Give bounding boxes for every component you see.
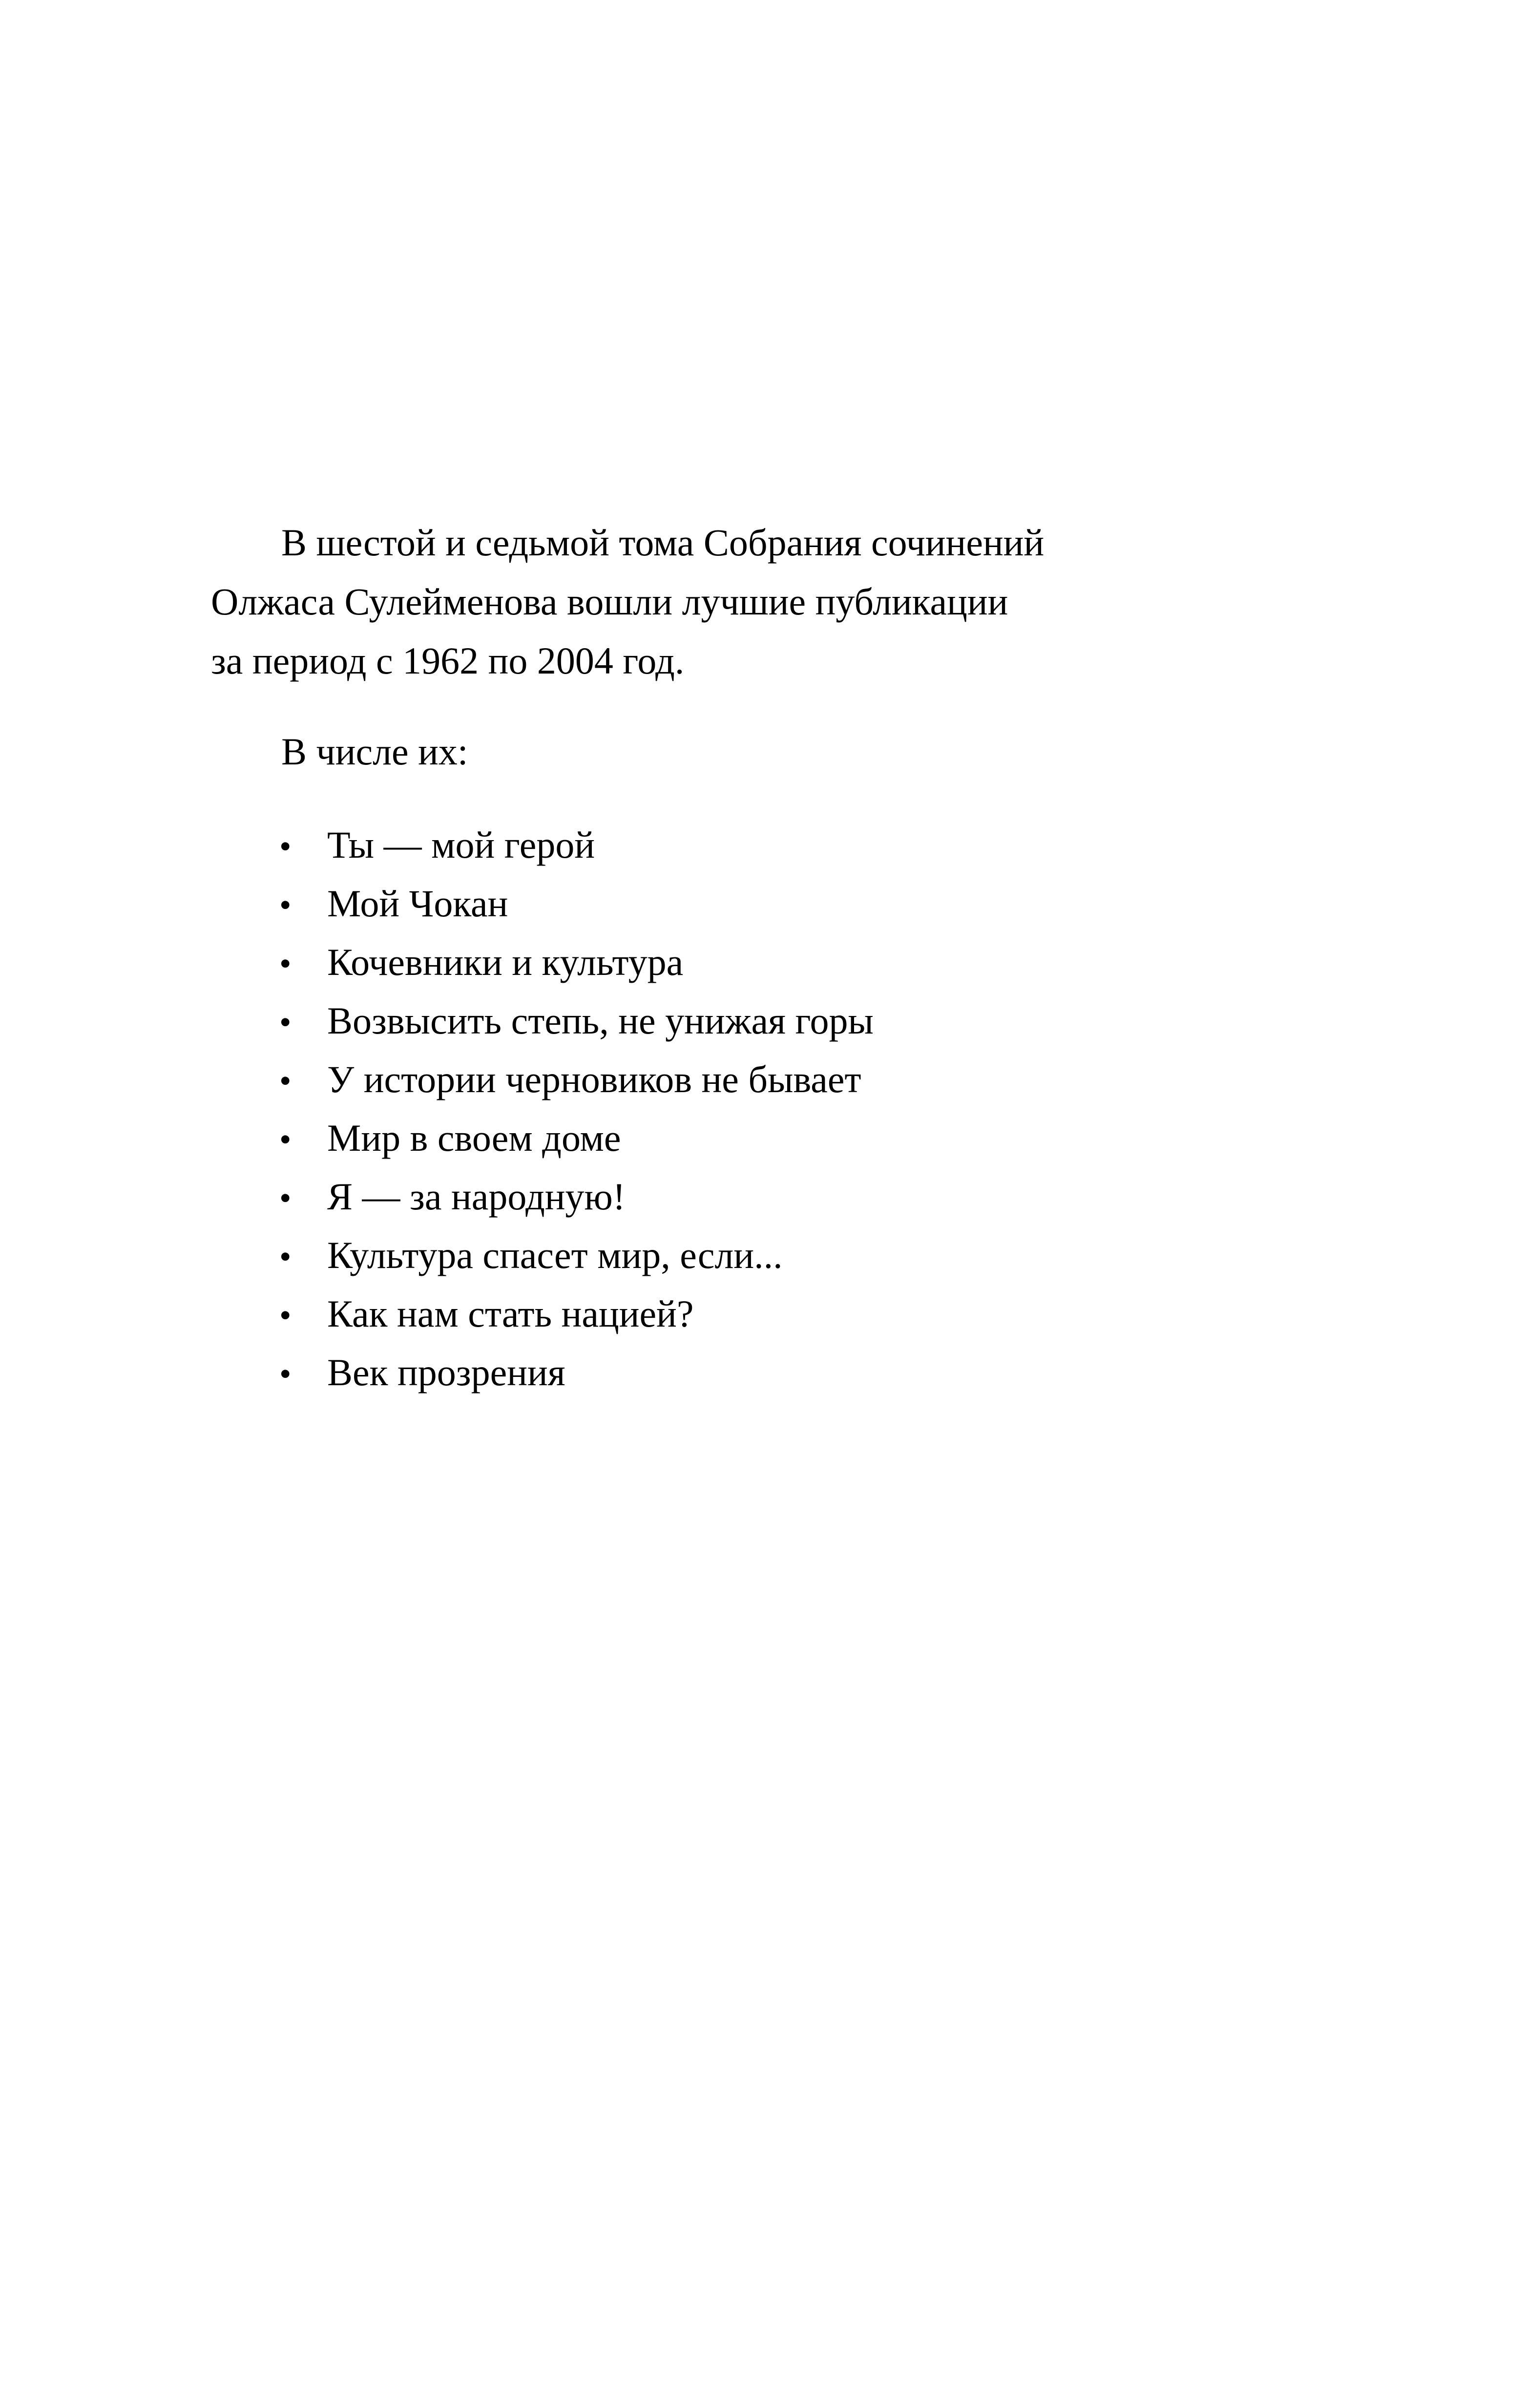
list-item bbox=[273, 1167, 874, 1226]
intro-line: за период с 1962 по 2004 год. bbox=[211, 639, 685, 682]
intro-line: Олжаса Сулейменова вошли лучшие публикации bbox=[211, 580, 1008, 623]
bullet-icon: • bbox=[279, 945, 292, 983]
list-item bbox=[273, 992, 874, 1050]
works-list bbox=[273, 816, 874, 1402]
list-item bbox=[273, 1226, 874, 1285]
bullet-icon: • bbox=[279, 887, 292, 924]
bullet-icon: • bbox=[279, 1238, 292, 1276]
work-title: Как нам стать нацией? bbox=[327, 1292, 694, 1335]
list-heading: В числе их: bbox=[281, 730, 468, 773]
bullet-icon: • bbox=[279, 828, 292, 866]
list-item bbox=[273, 933, 874, 992]
work-title: Ты — мой герой bbox=[327, 824, 595, 866]
work-title: Кочевники и культура bbox=[327, 941, 684, 983]
bullet-icon: • bbox=[279, 1180, 292, 1217]
work-title: Культура спасет мир, если... bbox=[327, 1234, 783, 1276]
list-item bbox=[273, 1109, 874, 1167]
work-title: Мой Чокан bbox=[327, 882, 508, 925]
intro-line: В шестой и седьмой тома Собрания сочинений bbox=[281, 521, 1045, 564]
work-title: Мир в своем доме bbox=[327, 1117, 621, 1159]
list-item bbox=[273, 1285, 874, 1343]
work-title: Я — за народную! bbox=[327, 1175, 626, 1218]
work-title: У истории черновиков не бывает bbox=[327, 1058, 861, 1100]
work-title: Возвысить степь, не унижая горы bbox=[327, 999, 874, 1042]
list-item bbox=[273, 874, 874, 933]
list-item bbox=[273, 1050, 874, 1109]
list-item bbox=[273, 816, 874, 874]
bullet-icon: • bbox=[279, 1355, 292, 1393]
bullet-icon: • bbox=[279, 1004, 292, 1041]
work-title: Век прозрения bbox=[327, 1351, 565, 1394]
intro-paragraph bbox=[211, 513, 1188, 690]
bullet-icon: • bbox=[279, 1121, 292, 1159]
bullet-icon: • bbox=[279, 1062, 292, 1100]
list-item bbox=[273, 1343, 874, 1402]
bullet-icon: • bbox=[279, 1297, 292, 1334]
